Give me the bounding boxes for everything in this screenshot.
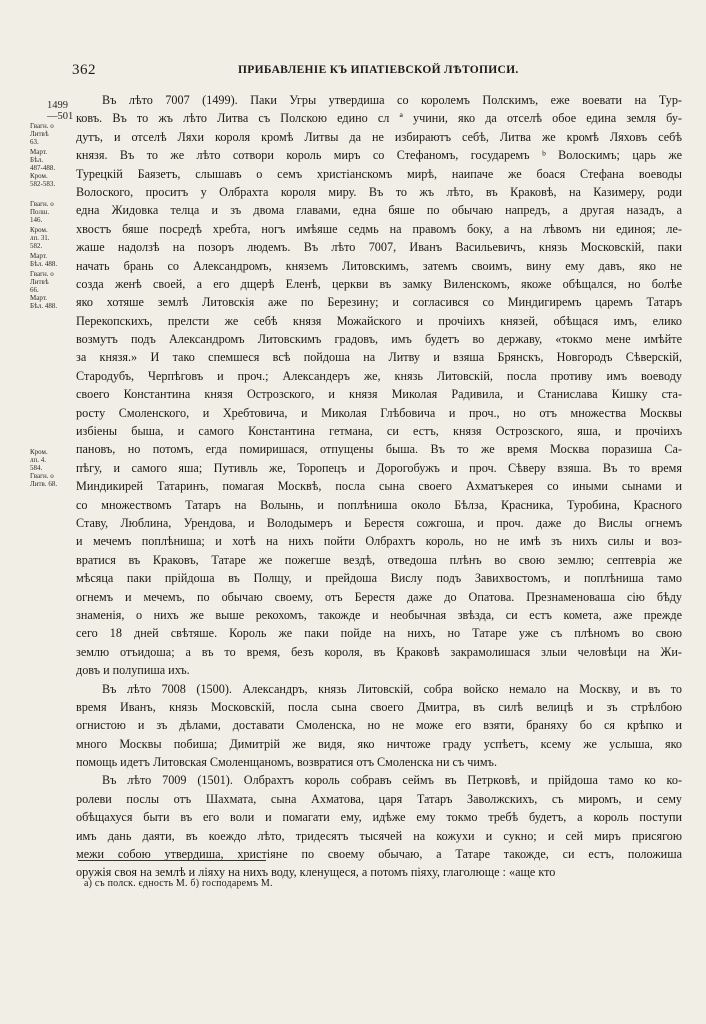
text-line: ковъ. Въ то жъ лѣто Литва съ Полскою едино сл ª учини, яко да отселѣ обое едина земля бу- bbox=[76, 111, 682, 126]
margin-note: Гвагн. о Литвѣ 66. bbox=[30, 270, 54, 294]
text-line: обѣщахуся быти въ его воли и помагати ему, идѣже ему токмо требѣ будетъ, а король поступи bbox=[76, 810, 682, 825]
page-header bbox=[0, 62, 706, 82]
margin-note: Гвагн. о Полш. 146. bbox=[30, 200, 54, 224]
text-line: пѣгу, и самого яша; Путивль же, Торопецъ и Дорогобужъ и проч. Сѣверу взяша. Въ то время bbox=[76, 460, 682, 475]
text-line: довъ и полупиша ихъ. bbox=[76, 663, 190, 678]
text-line: начать брань со Александромъ, княземъ Литовскимъ, затемъ своимъ, вину ему давъ, яко не bbox=[76, 258, 682, 273]
running-title: ПРИБАВЛЕНІЕ КЪ ИПАТІЕВСКОЙ ЛѢТОПИСИ. bbox=[238, 64, 519, 76]
chronicle-text bbox=[76, 91, 682, 882]
margin-note: Март. Бѣл. 487-488. bbox=[30, 148, 56, 172]
text-line: созда женѣ своей, а его дщерѣ Еленѣ, церкви въ замку Виленскомъ, якоже обѣщался, но болѣе bbox=[76, 276, 682, 291]
margin-note: Март. Бѣл. 488. bbox=[30, 294, 58, 310]
text-line: князя. Въ то же лѣто сотвори король миръ со Стефаномъ, государемъ ᵇ Волоскимъ; царь же bbox=[76, 148, 682, 163]
text-line: знаменія, о нихъ же выше рекохомъ, такожде и необычная звѣзда, си естъ комета, аже прежде bbox=[76, 607, 682, 622]
margin-note: —501 bbox=[47, 111, 74, 122]
text-line: имъ дань даяти, въ коеждо лѣто, тридесятъ тысячей на кожухи и сукно; и сей миръ присягою bbox=[76, 828, 682, 843]
paragraph bbox=[76, 771, 682, 881]
text-line: за князя.» И тако спемшеся всѣ пойдоша на Литву и взяша Брянскъ, Новгородъ Сѣверскій, bbox=[76, 350, 682, 365]
paragraph bbox=[76, 91, 682, 680]
margin-note: Кром. 582-583. bbox=[30, 172, 56, 188]
margin-note: Гвагн. о Литв. 68. bbox=[30, 472, 58, 488]
footnote: а) съ полск. єдность М. б) господаремъ М. bbox=[84, 878, 273, 889]
text-line: время Иванъ, князь Московскій, посла сына своего Дмитра, въ силѣ велицѣ и зъ стрѣлбою bbox=[76, 699, 682, 714]
text-line: ролеви послы отъ Шахмата, сына Ахматова, царя Татаръ Заволжскихъ, съ миромъ, и сему bbox=[76, 791, 682, 806]
text-line: една Жидовка телца и зъ двома главами, една бяше по обычаю напредъ, а другая назадъ, а bbox=[76, 203, 682, 218]
margin-note: Кром. лп. 4. 584. bbox=[30, 448, 48, 472]
text-line: яко хотяше землѣ Литовскія аже по Березину; и согласився со Миндигиремъ царемъ Татаръ bbox=[76, 295, 682, 310]
text-line: возмутъ подъ Александромъ Литовскимъ градовъ, имъ будетъ во державу, «токмо мене имѣйте bbox=[76, 332, 682, 347]
text-line: Миндикирей Татаринъ, помагая Москвѣ, посла сына своего Ахматъкерея со иными сынами и bbox=[76, 479, 682, 494]
text-line: оружія своя на землѣ и ліяху на нихъ воду, кленущеся, а потомъ піяху, глаголюще : «аще кто bbox=[76, 865, 556, 880]
text-line: помощь идетъ Литовская Смоленщаномъ, возвратися отъ Смоленска ни съ чимъ. bbox=[76, 755, 497, 770]
text-line: Перекопскихъ, прелсти же себѣ князя Можайского и прочіихъ князей, обѣщася имъ, елико bbox=[76, 313, 682, 328]
text-line: хвостъ бяше посредѣ хребта, ногъ имѣяше седмь на правомъ боку, а на лѣвомъ ни единоя; ле- bbox=[76, 221, 682, 236]
text-line: Турецкій Баязетъ, слышавъ о семъ христіанскомъ мирѣ, наипаче же боася Стефана воеводы bbox=[76, 166, 682, 181]
text-line: огнемъ и мечемъ, по обычаю своему, отъ Берестя даже до Опатова. Презнаменоваша сію бѣду bbox=[76, 589, 682, 604]
text-line: росту Смоленского, и Хребтовича, и Миколая Глѣбовича и проч., но отъ множества Москвы bbox=[76, 405, 682, 420]
text-line: землю отъидоша; а въ то время, безъ короля, въ Краковѣ закрамолишася злыи человѣци на Жи- bbox=[76, 644, 682, 659]
text-line: Въ лѣто 7008 (1500). Александръ, князь Литовскій, собра войско немало на Москву, и въ то bbox=[102, 681, 682, 696]
text-line: Ставу, Люблина, Урендова, и Володымеръ и Берестя сожгоша, и проч. даже до Вислы огнемъ bbox=[76, 515, 682, 530]
text-line: Въ лѣто 7007 (1499). Паки Угры утвердиша со королемъ Полскимъ, еже воевати на Тур- bbox=[102, 93, 682, 107]
text-line: со множествомъ Татаръ на Волынь, и поплѣниша около Бѣлза, Красника, Туробина, Красного bbox=[76, 497, 682, 512]
margin-note: Кром. лп. 31. 582. bbox=[30, 226, 50, 250]
footnote-rule bbox=[78, 860, 266, 861]
text-line: межи собою утвердиша, христіяне по своему обычаю, а Татаре такожде, си естъ, положиша bbox=[76, 847, 682, 862]
text-line: вратися въ Краковъ, Татаре же пожегше вездѣ, отведоша плѣнъ во свою землю; септевріа же bbox=[76, 552, 682, 567]
text-line: пановъ, но потомъ, егда помиришася, отпущены быша. Въ то же время Москва поразиша Са- bbox=[76, 442, 682, 457]
text-line: и мечемъ поплѣниша; и хотѣ на нихъ пойти Олбрахтъ король, но не имѣ зъ нихъ силы и воз- bbox=[76, 534, 682, 549]
text-line: избіены быша, и самого Константина гетмана, си естъ, князя Острозского, яша, и прочіихъ bbox=[76, 424, 682, 439]
text-line: жаше надолзѣ на позоръ людемъ. Въ лѣто 7007, Иванъ Васильевичъ, князь Московскій, паки bbox=[76, 240, 682, 255]
text-line: много Москвы побиша; Димитрій же видя, яко ничтоже граду успѣетъ, ксему же услыша, яко bbox=[76, 736, 682, 751]
text-line: Волоского, проситъ у Олбрахта короля миру. Въ то жъ лѣто, въ Краковѣ, на Казимеру, роди bbox=[76, 184, 682, 199]
margin-note: Гвагн. о Литвѣ 63. bbox=[30, 122, 54, 146]
margin-note: Март. Бѣл. 488. bbox=[30, 252, 58, 268]
page-number: 362 bbox=[72, 62, 96, 78]
text-line: своего Константина князя Острозского, и князя Миколая Радивила, и Станислава Кишку ста- bbox=[76, 387, 682, 402]
text-line: сего 18 дней свѣтяше. Король же паки пойде на нихъ, но Татаре уже съ плѣномъ во свою bbox=[76, 626, 682, 641]
margin-note: 1499 bbox=[47, 100, 68, 111]
text-line: огнистою и зъ дѣлами, доставати Смоленска, но не може его взяти, браняху бо ся крѣпко и bbox=[76, 718, 682, 733]
text-line: мѣсяца паки прійдоша въ Полщу, и прейдоша Вислу подъ Завихвостомъ, и поплѣниша тамо bbox=[76, 571, 682, 586]
text-line: дутъ, и отселѣ Ляхи короля кромѣ Литвы да не избираютъ себѣ, Литва же кромѣ Ляховъ себѣ bbox=[76, 129, 682, 144]
text-line: Стародубъ, Черпѣговъ и проч.; Александеръ же, князь Литовскій, посла противу имъ воеводу bbox=[76, 368, 682, 383]
paragraph bbox=[76, 680, 682, 772]
text-line: Въ лѣто 7009 (1501). Олбрахтъ король собравъ сеймъ въ Петрковѣ, и прійдоша тамо ко ко- bbox=[102, 773, 682, 788]
